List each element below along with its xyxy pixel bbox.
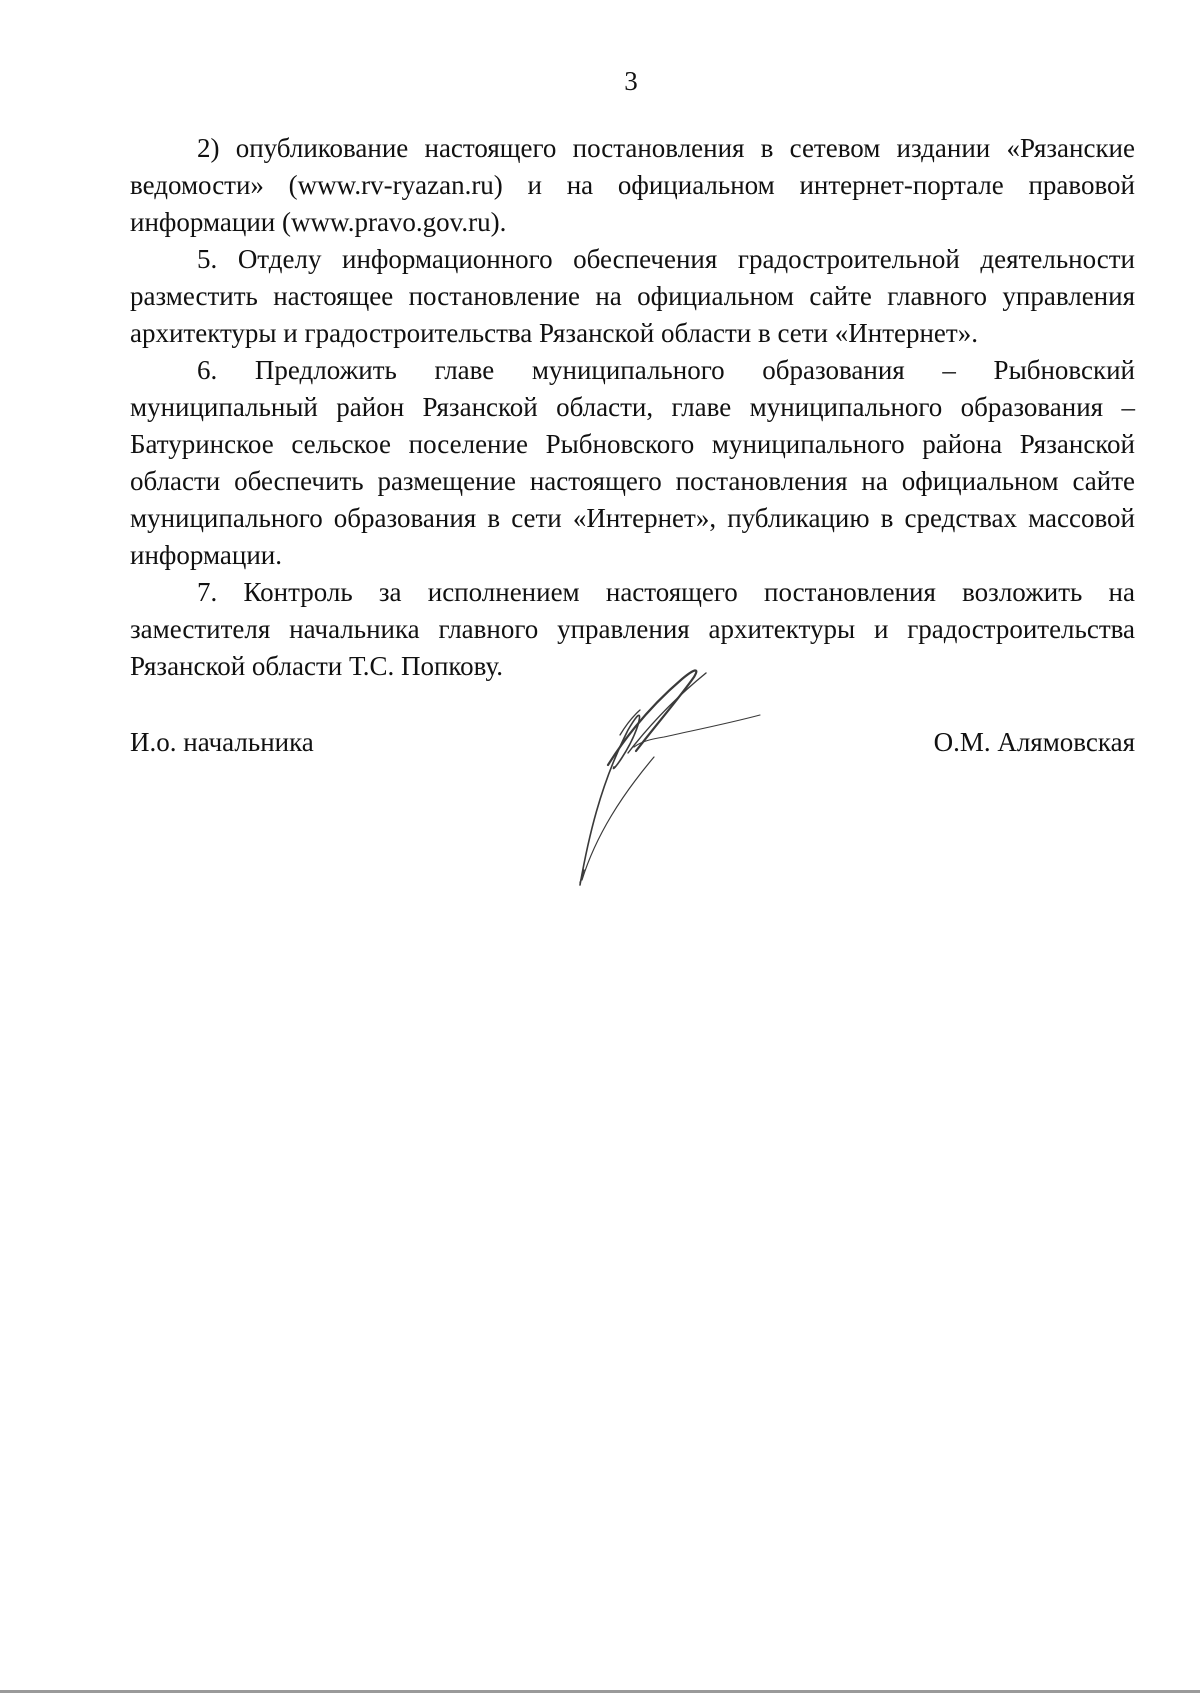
page-number: 3 <box>624 66 638 96</box>
bottom-rule <box>0 1690 1200 1693</box>
handwritten-signature <box>570 655 790 895</box>
paragraph-item-5: 5. Отделу информационного обеспечения градостроительной деятельности разместить настоящее постановление на официальном сайте главного управления архитектуры и градостроительства Рязанской области в сети «Интернет». <box>130 244 1135 348</box>
signer-position: И.о. начальника <box>130 727 314 757</box>
document-body <box>130 130 1135 685</box>
paragraph-publication: 2) опубликование настоящего постановления в сетевом издании «Рязанские ведомости» (www.rv-ryazan.ru) и на официальном интернет-портале правовой информации (www.pravo.gov.ru). <box>130 133 1135 237</box>
paragraph-item-6: 6. Предложить главе муниципального образования – Рыбновский муниципальный район Рязанской области, главе муниципального образования – Батуринское сельское поселение Рыбновского муниципального района Рязанской области обеспечить размещение настоящего постановления на официальном сайте муниципального образования в сети «Интернет», публикацию в средствах массовой информации. <box>130 355 1135 570</box>
signer-name: О.М. Алямовская <box>933 727 1135 757</box>
paragraph-item-7: 7. Контроль за исполнением настоящего постановления возложить на заместителя начальника главного управления архитектуры и градостроительства Рязанской области Т.С. Попкову. <box>130 577 1135 681</box>
